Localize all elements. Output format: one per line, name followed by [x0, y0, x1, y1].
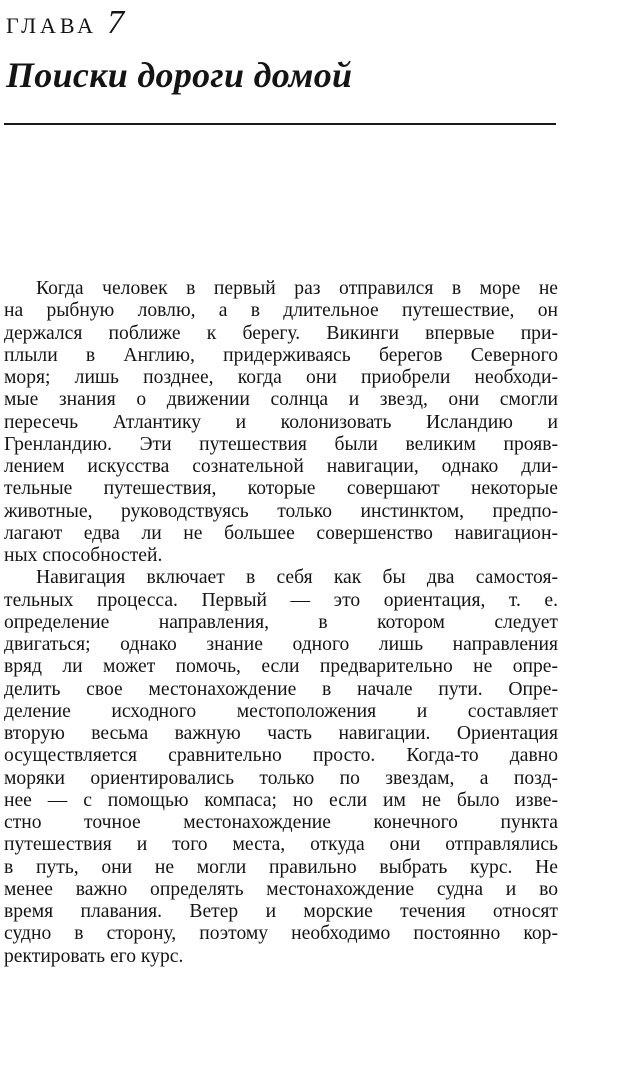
- text-line: Гренландию. Эти путешествия были великим прояв-: [4, 433, 558, 455]
- body-text: [4, 278, 558, 968]
- text-line: вряд ли может помочь, если предварительно не опре-: [4, 656, 558, 678]
- chapter-label: ГЛАВА: [6, 13, 98, 38]
- text-line: лением искусства сознательной навигации, однако дли-: [4, 456, 558, 477]
- text-line: судно в сторону, поэтому необходимо постоянно кор-: [4, 923, 558, 945]
- text-line: осуществляется сравнительно просто. Когда-то давно: [4, 745, 558, 767]
- paragraph: [4, 278, 558, 567]
- text-line: мые знания о движении солнца и звезд, они смогли: [4, 389, 558, 411]
- text-line: менее важно определять местонахождение судна и во: [4, 878, 558, 900]
- text-line: плыли в Англию, придерживаясь берегов Северного: [4, 344, 558, 366]
- text-line: в путь, они не могли правильно выбрать курс. Не: [4, 856, 558, 878]
- text-line: время плавания. Ветер и морские течения относят: [4, 901, 558, 922]
- chapter-title: Поиски дороги домой: [6, 55, 353, 95]
- chapter-number: 7: [107, 4, 125, 41]
- text-line: на рыбную ловлю, а в длительное путешествие, он: [4, 300, 558, 322]
- text-line: нее — с помощью компаса; но если им не было изве-: [4, 789, 558, 811]
- text-line: держался поближе к берегу. Викинги впервые при-: [4, 322, 558, 344]
- paragraph: [4, 567, 558, 968]
- text-line: тельные путешествия, которые совершают некоторые: [4, 478, 558, 500]
- text-line: определение направления, в котором следует: [4, 611, 558, 633]
- text-line: пересечь Атлантику и колонизовать Исландию и: [4, 411, 558, 433]
- text-line: вторую весьма важную часть навигации. Ориентация: [4, 723, 558, 744]
- text-line: двигаться; однако знание одного лишь направления: [4, 634, 558, 655]
- text-line: ных способностей.: [4, 545, 163, 566]
- text-line: ректировать его курс.: [4, 945, 184, 967]
- text-line: лагают едва ли не большее совершенство навигацион-: [4, 522, 558, 544]
- text-line: моряки ориентировались только по звездам, а позд-: [4, 767, 558, 789]
- text-line: моря; лишь позднее, когда они приобрели необходи-: [4, 367, 558, 388]
- text-line: путешествия и того места, откуда они отправлялись: [4, 834, 558, 856]
- text-line: животные, руководствуясь только инстинктом, предпо-: [4, 500, 558, 522]
- text-line: Когда человек в первый раз отправился в море не: [36, 278, 558, 299]
- text-line: тельных процесса. Первый — это ориентация, т. е.: [4, 589, 558, 611]
- chapter-header: [6, 4, 124, 40]
- text-line: деление исходного местоположения и составляет: [4, 700, 558, 722]
- text-line: Навигация включает в себя как бы два самостоя-: [36, 567, 558, 589]
- text-line: стно точное местонахождение конечного пункта: [4, 812, 558, 833]
- title-divider: [4, 123, 556, 125]
- text-line: делить свое местонахождение в начале пути. Опре-: [4, 678, 558, 700]
